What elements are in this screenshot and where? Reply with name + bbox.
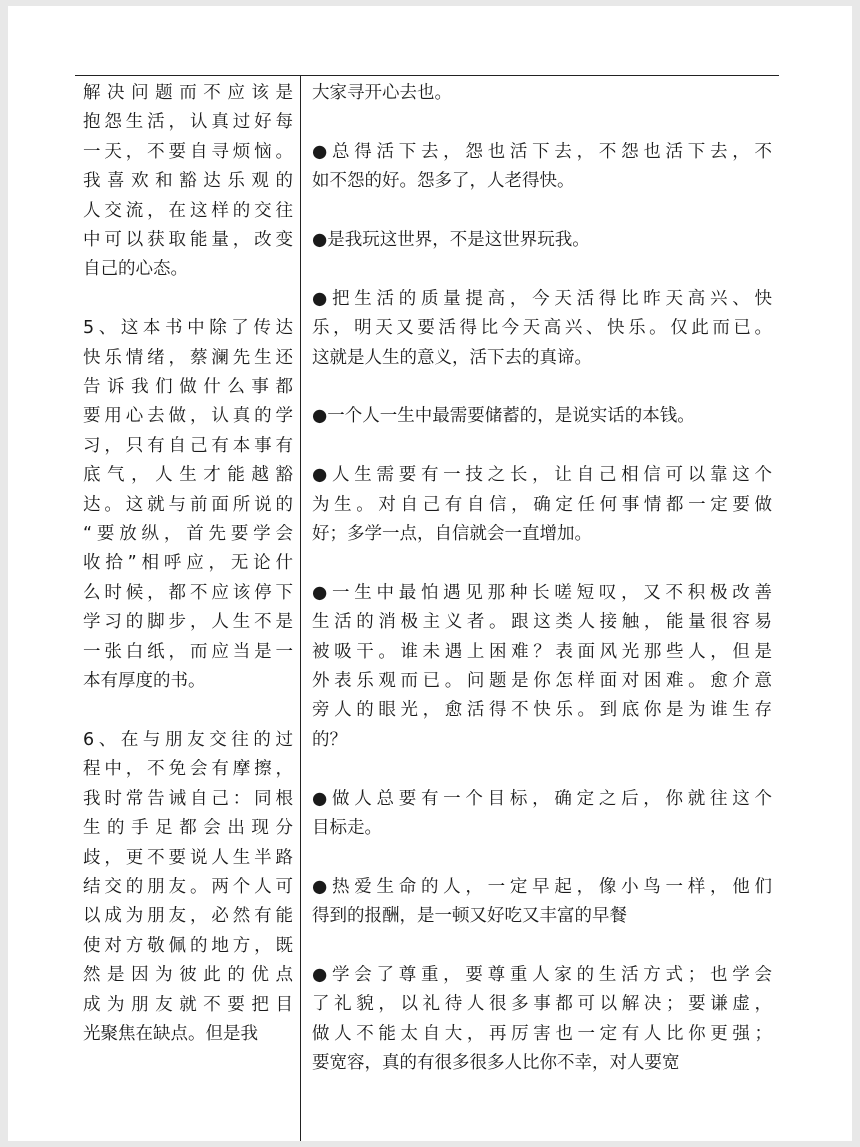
text-line: 如不怨的好。怨多了，人老得快。 bbox=[312, 171, 575, 192]
text-line: 光聚焦在缺点。但是我 bbox=[83, 1023, 258, 1044]
text-line: 得到的报酬，是一顿又好吃又丰富的早餐 bbox=[312, 906, 627, 927]
text-line: ●学会了尊重，要尊重人家的生活方式；也学会 bbox=[312, 965, 772, 986]
text-line: 然是因为彼此的优点 bbox=[83, 965, 293, 986]
document-page bbox=[8, 6, 852, 1141]
paragraph-gap bbox=[83, 697, 293, 726]
left-column bbox=[83, 79, 293, 1049]
top-rule bbox=[75, 75, 779, 76]
right-column bbox=[312, 79, 772, 1079]
text-line: 生的手足都会出现分 bbox=[83, 818, 293, 839]
text-line: ●把生活的质量提高，今天活得比昨天高兴、快 bbox=[312, 288, 772, 309]
text-line: ●做人总要有一个目标，确定之后，你就往这个 bbox=[312, 788, 772, 809]
text-line: 底气，人生才能越豁 bbox=[83, 465, 293, 486]
text-line: 使对方敬佩的地方，既 bbox=[83, 935, 293, 956]
text-line: 告诉我们做什么事都 bbox=[83, 377, 293, 398]
paragraph-gap bbox=[312, 373, 772, 402]
text-line: “要放纵，首先要学会 bbox=[83, 524, 293, 545]
text-line: ●总得活下去，怨也活下去，不怨也活下去，不 bbox=[312, 141, 772, 162]
text-line: 做人不能太自大，再厉害也一定有人比你更强； bbox=[312, 1023, 772, 1044]
paragraph-gap bbox=[312, 108, 772, 137]
text-line: 5、这本书中除了传达 bbox=[83, 318, 293, 339]
text-line: 么时候，都不应该停下 bbox=[83, 582, 293, 603]
text-line: 本有厚度的书。 bbox=[83, 671, 206, 692]
text-line: 抱怨生活，认真过好每 bbox=[83, 112, 293, 133]
text-line: 解决问题而不应该是 bbox=[83, 83, 293, 103]
text-line: ●一个人一生中最需要储蓄的，是说实话的本钱。 bbox=[312, 406, 695, 427]
paragraph-gap bbox=[312, 432, 772, 461]
text-line: 被吸干。谁未遇上困难？表面风光那些人，但是 bbox=[312, 641, 772, 662]
text-line: 一张白纸，而应当是一 bbox=[83, 641, 293, 662]
paragraph-gap bbox=[312, 255, 772, 284]
text-line: 成为朋友就不要把目 bbox=[83, 994, 293, 1015]
text-line: 外表乐观而已。问题是你怎样面对困难。愈介意 bbox=[312, 671, 772, 692]
text-line: 程中，不免会有摩擦， bbox=[83, 759, 293, 780]
paragraph-gap bbox=[312, 549, 772, 578]
paragraph-gap bbox=[312, 197, 772, 226]
text-line: 旁人的眼光，愈活得不快乐。到底你是为谁生存 bbox=[312, 700, 772, 721]
text-line: ●一生中最怕遇见那种长嗟短叹，又不积极改善 bbox=[312, 582, 772, 603]
text-line: 一天，不要自寻烦恼。 bbox=[83, 141, 293, 162]
text-line: ●是我玩这世界，不是这世界玩我。 bbox=[312, 230, 590, 250]
text-line: 人交流，在这样的交往 bbox=[83, 200, 293, 221]
paragraph-gap bbox=[312, 932, 772, 961]
text-line: 的？ bbox=[312, 729, 347, 750]
text-line: 好；多学一点，自信就会一直增加。 bbox=[312, 524, 592, 545]
text-line: ●人生需要有一技之长，让自己相信可以靠这个 bbox=[312, 465, 772, 486]
paragraph-gap bbox=[312, 843, 772, 872]
text-line: 习，只有自己有本事有 bbox=[83, 435, 293, 456]
text-line: 快乐情绪，蔡澜先生还 bbox=[83, 347, 293, 368]
text-line: ●热爱生命的人，一定早起，像小鸟一样，他们 bbox=[312, 876, 772, 897]
text-line: 自己的心态。 bbox=[83, 259, 188, 280]
text-line: 达。这就与前面所说的 bbox=[83, 494, 293, 515]
text-line: 歧，更不要说人生半路 bbox=[83, 847, 293, 868]
text-line: 以成为朋友，必然有能 bbox=[83, 906, 293, 927]
text-line: 要宽容，真的有很多很多人比你不幸，对人要宽 bbox=[312, 1053, 680, 1074]
paragraph-gap bbox=[83, 285, 293, 314]
column-divider bbox=[300, 76, 301, 1141]
text-line: 生活的消极主义者。跟这类人接触，能量很容易 bbox=[312, 612, 772, 633]
text-line: 乐，明天又要活得比今天高兴、快乐。仅此而已。 bbox=[312, 318, 772, 339]
text-line: 大家寻开心去也。 bbox=[312, 83, 452, 103]
text-line: 要用心去做，认真的学 bbox=[83, 406, 293, 427]
text-line: 结交的朋友。两个人可 bbox=[83, 876, 293, 897]
text-line: 中可以获取能量，改变 bbox=[83, 230, 293, 251]
text-line: 目标走。 bbox=[312, 818, 382, 839]
text-line: 这就是人生的意义，活下去的真谛。 bbox=[312, 347, 592, 368]
text-line: 收拾”相呼应，无论什 bbox=[83, 553, 293, 574]
text-line: 我喜欢和豁达乐观的 bbox=[83, 171, 293, 192]
text-line: 学习的脚步，人生不是 bbox=[83, 612, 293, 633]
text-line: 我时常告诫自己：同根 bbox=[83, 788, 293, 809]
text-line: 为生。对自己有自信，确定任何事情都一定要做 bbox=[312, 494, 772, 515]
text-line: 了礼貌，以礼待人很多事都可以解决；要谦虚， bbox=[312, 994, 772, 1015]
text-line: 6、在与朋友交往的过 bbox=[83, 729, 293, 750]
paragraph-gap bbox=[312, 755, 772, 784]
